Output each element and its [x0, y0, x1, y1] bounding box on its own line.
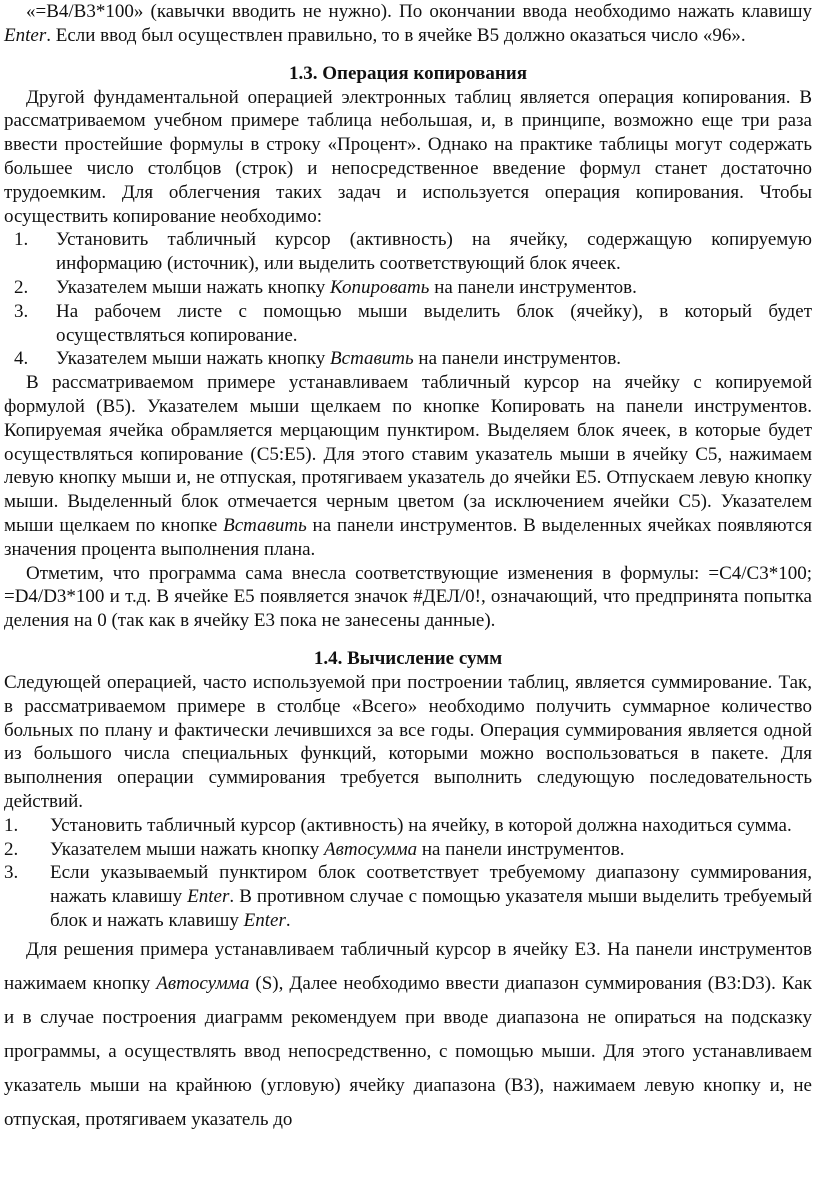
- section-1-4-paragraph-1: Следующей операцией, часто используемой при построении таблиц, является суммирование. Так, в рассматриваемом примере в столбце «Всего» необходимо получить суммарное количество больных по плану и фактически лечившихся за все годы. Операция суммирования является одной из большого числа специальных функций, которыми можно воспользоваться в пакете. Для выполнения операции суммирования требуется выполнить следующую последовательность действий.: [4, 671, 812, 812]
- section-1-3-paragraph-1: Другой фундаментальной операцией электронных таблиц является операция копирования. В рассматриваемом учебном примере таблица небольшая, и, в принципе, возможно еще три раза ввести простейшие формулы в строку «Процент». Однако на практике таблицы могут содержать большее число столбцов (строк) и непосредственное введение формул станет достаточно трудоемким. Для облегчения таких задач и используется операция копирования. Чтобы осуществить копирование необходимо:: [4, 86, 812, 227]
- list-text: .: [285, 909, 291, 931]
- section-1-4-title: 1.4. Вычисление сумм: [313, 647, 503, 669]
- sum-steps-list: [4, 814, 812, 933]
- list-item: [4, 228, 812, 276]
- list-number: 3.: [4, 862, 19, 884]
- list-number: 4.: [14, 348, 29, 370]
- list-number: 3.: [14, 300, 29, 322]
- list-emphasis: Копировать: [330, 276, 430, 298]
- list-number: 1.: [4, 814, 19, 836]
- paragraph-text: Для решения примера устанавливаем табличный курсор в ячейку ЕЗ. На панели инструментов нажимаем кнопку: [4, 938, 812, 994]
- document-page: [4, 0, 812, 1137]
- paragraph-text: (S), Далее необходимо ввести диапазон суммирования (B3:D3). Как и в случае построения диаграмм рекомендуем при вводе диапазона не опираться на подсказку программы, а осуществлять ввод непосредственно, с помощью мыши. Для этого устанавливаем указатель мыши на крайнюю (угловую) ячейку диапазона (ВЗ), нажимаем левую кнопку и, не отпуская, протягиваем указатель до: [4, 972, 812, 1130]
- list-emphasis: Enter: [187, 886, 230, 908]
- list-number: 2.: [4, 838, 19, 860]
- list-text: На рабочем листе с помощью мыши выделить блок (ячейку), в который будет осуществляться копирование.: [56, 300, 812, 346]
- list-item: [4, 347, 812, 371]
- list-text: Если указываемый пунктиром блок соответствует требуемому диапазону суммирования, нажать клавишу: [50, 862, 812, 908]
- paragraph-emphasis: Автосумма: [156, 972, 250, 994]
- section-1-3-title: 1.3. Операция копирования: [288, 62, 528, 84]
- list-number: 1.: [14, 229, 29, 251]
- list-text: на панели инструментов.: [429, 276, 637, 298]
- list-item: [4, 276, 812, 300]
- list-emphasis: Автосумма: [324, 838, 418, 860]
- section-1-4-paragraph-2: [4, 933, 812, 1137]
- intro-paragraph: [4, 0, 812, 48]
- paragraph-text: В рассматриваемом примере устанавливаем табличный курсор на ячейку с копируемой формулой (B5). Указателем мыши щелкаем по кнопке Копировать на панели инструментов. Копируемая ячейка обрамляется мерцающим пунктиром. Выделяем блок ячеек, в которые будет осуществляться копирование (C5:E5). Для этого ставим указатель мыши в ячейку C5, нажимаем левую кнопку мыши и, не отпуская, протягиваем указатель до ячейки E5. Отпускаем левую кнопку мыши. Выделенный блок отмечается черным цветом (за исключением ячейки C5). Указателем мыши щелкаем по кнопке: [4, 372, 812, 536]
- list-number: 2.: [14, 276, 29, 298]
- list-item: [4, 838, 812, 862]
- list-emphasis: Enter: [243, 909, 286, 931]
- intro-text-1: «=B4/B3*100» (кавычки вводить не нужно). По окончании ввода необходимо нажать клавишу: [26, 1, 812, 22]
- list-item: [4, 814, 812, 838]
- copy-steps-list: [4, 228, 812, 371]
- section-1-3-paragraph-3: Отметим, что программа сама внесла соответствующие изменения в формулы: =C4/C3*100; =D4/D3*100 и т.д. В ячейке E5 появляется значок #ДЕЛ/0!, означающий, что предпринята попытка деления на 0 (так как в ячейку E3 пока не занесены данные).: [4, 562, 812, 632]
- list-text: Установить табличный курсор (активность) на ячейку, содержащую копируемую информацию (источник), или выделить соответствующий блок ячеек.: [56, 229, 812, 275]
- intro-text-2: . Если ввод был осуществлен правильно, то в ячейке B5 должно оказаться число «96».: [46, 24, 746, 46]
- paragraph-text: на панели инструментов. В выделенных ячейках появляются значения процента выполнения плана.: [4, 514, 812, 560]
- paragraph-emphasis: Вставить: [223, 514, 307, 536]
- list-text: Указателем мыши нажать кнопку: [50, 838, 325, 860]
- list-text: на панели инструментов.: [417, 838, 625, 860]
- list-text: Указателем мыши нажать кнопку: [56, 348, 331, 370]
- list-text: . В противном случае с помощью указателя мыши выделить требуемый блок и нажать клавишу: [50, 886, 812, 931]
- section-1-3-paragraph-2: [4, 371, 812, 561]
- list-text: Указателем мыши нажать кнопку: [56, 276, 331, 298]
- list-emphasis: Вставить: [330, 348, 414, 370]
- intro-enter-key: Enter: [4, 24, 47, 46]
- list-item: [4, 300, 812, 348]
- list-text: Установить табличный курсор (активность) на ячейку, в которой должна находиться сумма.: [50, 814, 792, 836]
- list-text: на панели инструментов.: [413, 348, 622, 370]
- list-item: [4, 861, 812, 932]
